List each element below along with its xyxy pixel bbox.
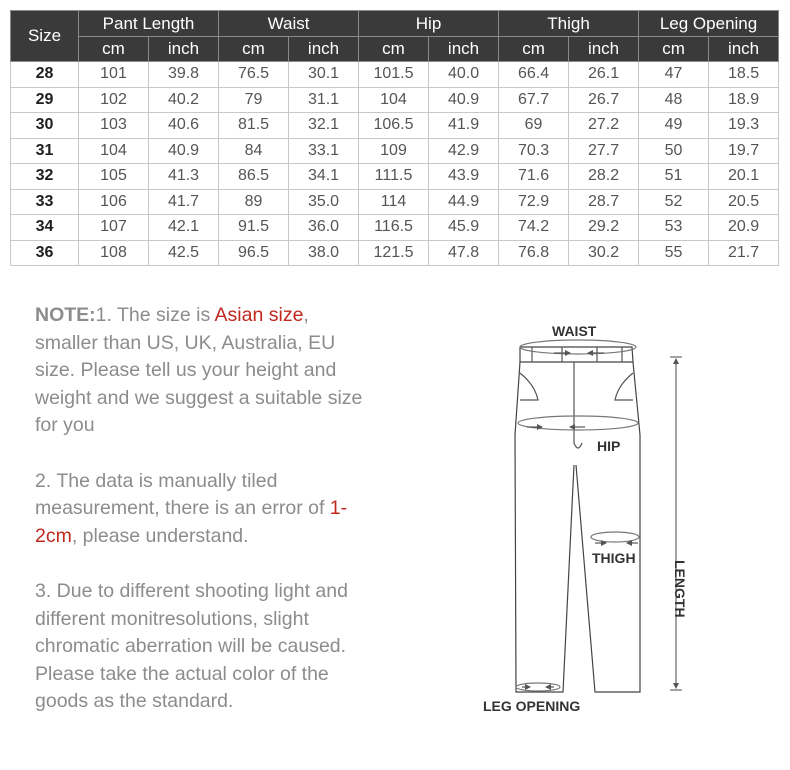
group-header: Pant Length: [79, 11, 219, 37]
measurement-cell: 66.4: [499, 62, 569, 88]
measurement-cell: 69: [499, 113, 569, 139]
table-row: [11, 164, 779, 190]
waist-label: WAIST: [552, 323, 597, 339]
size-cell: 31: [11, 138, 79, 164]
measurement-cell: 41.3: [149, 164, 219, 190]
size-cell: 30: [11, 113, 79, 139]
measurement-cell: 116.5: [359, 215, 429, 241]
measurement-cell: 72.9: [499, 189, 569, 215]
measurement-cell: 38.0: [289, 240, 359, 266]
group-header: Leg Opening: [639, 11, 779, 37]
measurement-cell: 45.9: [429, 215, 499, 241]
measurement-cell: 51: [639, 164, 709, 190]
measurement-cell: 33.1: [289, 138, 359, 164]
thigh-label: THIGH: [592, 550, 636, 566]
measurement-cell: 40.9: [429, 87, 499, 113]
measurement-cell: 18.5: [709, 62, 779, 88]
measurement-cell: 40.6: [149, 113, 219, 139]
measurement-cell: 20.5: [709, 189, 779, 215]
measurement-cell: 36.0: [289, 215, 359, 241]
error-range-highlight: 1-2cm: [35, 497, 348, 547]
measurement-cell: 32.1: [289, 113, 359, 139]
measurement-cell: 20.1: [709, 164, 779, 190]
group-header: Hip: [359, 11, 499, 37]
note-label: NOTE:: [35, 304, 96, 326]
size-cell: 33: [11, 189, 79, 215]
note-1: [35, 302, 365, 440]
group-header: Thigh: [499, 11, 639, 37]
measurement-cell: 39.8: [149, 62, 219, 88]
measurement-cell: 47: [639, 62, 709, 88]
unit-header: cm: [359, 37, 429, 62]
measurement-cell: 27.7: [569, 138, 639, 164]
table-row: [11, 113, 779, 139]
unit-header: inch: [709, 37, 779, 62]
measurement-cell: 104: [79, 138, 149, 164]
measurement-cell: 31.1: [289, 87, 359, 113]
size-header: Size: [11, 11, 79, 62]
measurement-cell: 71.6: [499, 164, 569, 190]
unit-header: cm: [219, 37, 289, 62]
measurement-cell: 43.9: [429, 164, 499, 190]
measurement-cell: 105: [79, 164, 149, 190]
unit-header: cm: [79, 37, 149, 62]
measurement-cell: 101: [79, 62, 149, 88]
unit-header: inch: [149, 37, 219, 62]
table-row: [11, 138, 779, 164]
hip-label: HIP: [597, 438, 621, 454]
measurement-cell: 28.2: [569, 164, 639, 190]
measurement-cell: 108: [79, 240, 149, 266]
table-row: [11, 87, 779, 113]
measurement-cell: 89: [219, 189, 289, 215]
table-row: [11, 215, 779, 241]
measurement-cell: 40.9: [149, 138, 219, 164]
size-cell: 29: [11, 87, 79, 113]
measurement-cell: 35.0: [289, 189, 359, 215]
measurement-cell: 42.9: [429, 138, 499, 164]
unit-header: cm: [499, 37, 569, 62]
notes: [35, 302, 365, 744]
pants-measurement-diagram: [470, 315, 780, 730]
size-cell: 28: [11, 62, 79, 88]
measurement-cell: 41.7: [149, 189, 219, 215]
measurement-cell: 79: [219, 87, 289, 113]
measurement-cell: 70.3: [499, 138, 569, 164]
measurement-cell: 20.9: [709, 215, 779, 241]
group-header: Waist: [219, 11, 359, 37]
note-3-text: 3. Due to different shooting light and different monitresolutions, slight chromatic aberration will be caused. Please take the actual color of the goods as the standard.: [35, 579, 348, 713]
measurement-cell: 101.5: [359, 62, 429, 88]
measurement-cell: 44.9: [429, 189, 499, 215]
asian-size-highlight: Asian size: [214, 304, 304, 326]
measurement-cell: 47.8: [429, 240, 499, 266]
measurement-cell: 76.5: [219, 62, 289, 88]
measurement-cell: 91.5: [219, 215, 289, 241]
measurement-cell: 19.7: [709, 138, 779, 164]
size-cell: 32: [11, 164, 79, 190]
measurement-cell: 52: [639, 189, 709, 215]
measurement-cell: 104: [359, 87, 429, 113]
length-label: LENGTH: [672, 560, 688, 618]
unit-header: inch: [429, 37, 499, 62]
leg-opening-label: LEG OPENING: [483, 698, 581, 714]
note-1-text: 1. The size is: [95, 304, 215, 326]
measurement-cell: 55: [639, 240, 709, 266]
table-body: [11, 62, 779, 266]
measurement-cell: 50: [639, 138, 709, 164]
measurement-cell: 107: [79, 215, 149, 241]
measurement-cell: 19.3: [709, 113, 779, 139]
measurement-cell: 42.5: [149, 240, 219, 266]
measurement-cell: 81.5: [219, 113, 289, 139]
measurement-cell: 41.9: [429, 113, 499, 139]
measurement-cell: 106: [79, 189, 149, 215]
note-3: [35, 578, 365, 716]
note-2: [35, 468, 365, 551]
measurement-cell: 42.1: [149, 215, 219, 241]
unit-header: inch: [569, 37, 639, 62]
measurement-cell: 26.7: [569, 87, 639, 113]
size-cell: 36: [11, 240, 79, 266]
pants-illustration: [470, 315, 780, 725]
group-header-row: [11, 11, 779, 37]
measurement-cell: 86.5: [219, 164, 289, 190]
note-2-text: 2. The data is manually tiled measurement, there is an error of: [35, 469, 330, 520]
table-row: [11, 240, 779, 266]
size-table: [10, 10, 779, 266]
measurement-cell: 76.8: [499, 240, 569, 266]
size-cell: 34: [11, 215, 79, 241]
measurement-cell: 102: [79, 87, 149, 113]
measurement-cell: 109: [359, 138, 429, 164]
measurement-cell: 111.5: [359, 164, 429, 190]
measurement-cell: 21.7: [709, 240, 779, 266]
measurement-cell: 121.5: [359, 240, 429, 266]
measurement-cell: 48: [639, 87, 709, 113]
measurement-cell: 114: [359, 189, 429, 215]
table-row: [11, 189, 779, 215]
table-row: [11, 62, 779, 88]
measurement-cell: 53: [639, 215, 709, 241]
measurement-cell: 84: [219, 138, 289, 164]
unit-header: inch: [289, 37, 359, 62]
unit-header: cm: [639, 37, 709, 62]
measurement-cell: 74.2: [499, 215, 569, 241]
measurement-cell: 40.0: [429, 62, 499, 88]
measurement-cell: 30.1: [289, 62, 359, 88]
measurement-cell: 96.5: [219, 240, 289, 266]
measurement-cell: 26.1: [569, 62, 639, 88]
measurement-cell: 49: [639, 113, 709, 139]
measurement-cell: 67.7: [499, 87, 569, 113]
measurement-cell: 28.7: [569, 189, 639, 215]
measurement-cell: 18.9: [709, 87, 779, 113]
note-2-text-cont: , please understand.: [71, 524, 249, 547]
note-1-text-cont: , smaller than US, UK, Australia, EU size. Please tell us your height and weight and we suggest a suitable size for you: [35, 304, 363, 437]
measurement-cell: 106.5: [359, 113, 429, 139]
measurement-cell: 40.2: [149, 87, 219, 113]
measurement-cell: 29.2: [569, 215, 639, 241]
measurement-cell: 34.1: [289, 164, 359, 190]
measurement-cell: 103: [79, 113, 149, 139]
unit-header-row: [11, 37, 779, 62]
measurement-cell: 30.2: [569, 240, 639, 266]
measurement-cell: 27.2: [569, 113, 639, 139]
